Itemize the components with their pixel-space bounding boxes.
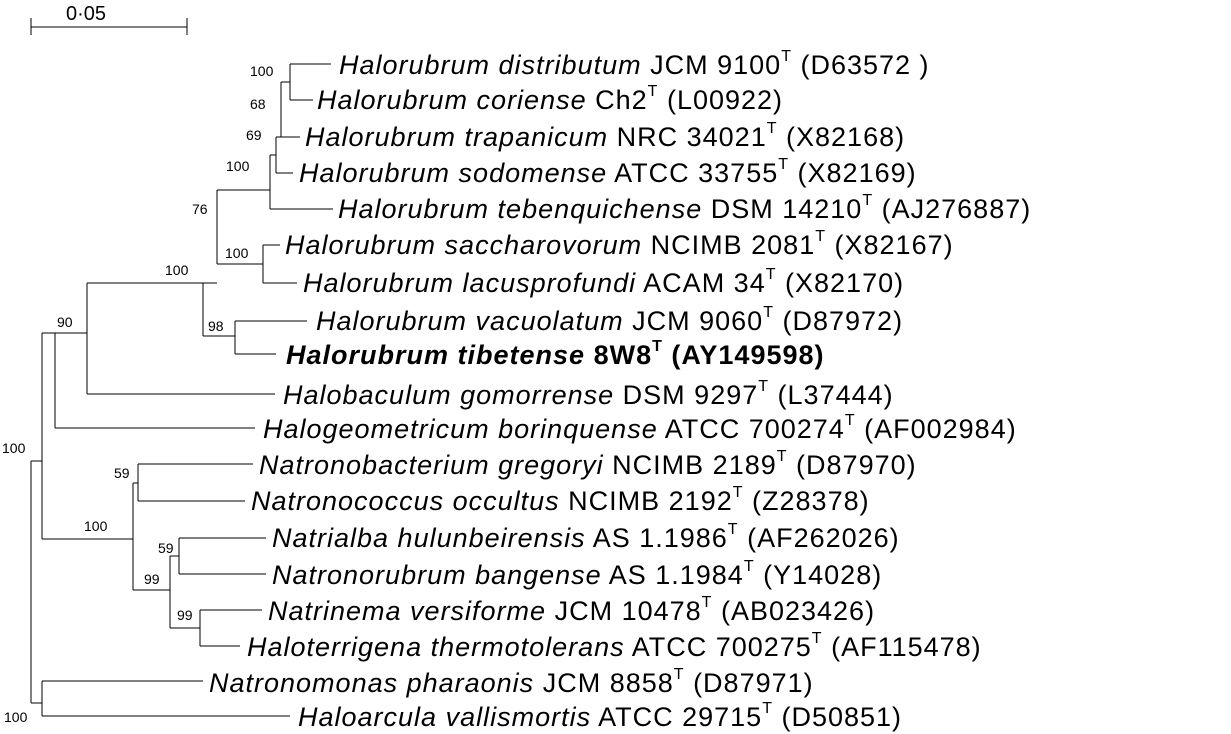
taxon-accession: (L37444) xyxy=(777,380,894,410)
type-strain-superscript: T xyxy=(732,484,744,501)
taxon-name: Halorubrum tibetense xyxy=(286,340,586,370)
taxon-name: Halogeometricum borinquense xyxy=(263,414,658,444)
taxon-name: Haloarcula vallismortis xyxy=(298,702,592,732)
taxon-label xyxy=(305,120,905,152)
bootstrap-value: 59 xyxy=(114,465,130,481)
taxon-name: Natronococcus occultus xyxy=(251,486,560,516)
bootstrap-value: 100 xyxy=(225,245,249,261)
bootstrap-value: 99 xyxy=(177,607,193,623)
bootstrap-value: 59 xyxy=(158,540,174,556)
taxon-strain: ATCC 29715 xyxy=(598,702,763,732)
bootstrap-value: 100 xyxy=(84,518,108,534)
taxon-strain: AS 1.1986 xyxy=(592,523,728,553)
bootstrap-value: 76 xyxy=(192,201,208,217)
type-strain-superscript: T xyxy=(727,521,739,538)
taxon-strain: JCM 8858 xyxy=(542,668,674,698)
taxon-accession: (Z28378) xyxy=(752,486,870,516)
taxon-name: Halorubrum vacuolatum xyxy=(316,306,624,336)
bootstrap-value: 90 xyxy=(57,314,73,330)
taxon-accession: (D87971) xyxy=(693,668,814,698)
type-strain-superscript: T xyxy=(763,304,774,321)
taxon-strain: ATCC 700275 xyxy=(631,632,812,662)
bootstrap-value: 98 xyxy=(208,318,224,334)
scale-bar xyxy=(31,3,187,35)
taxon-name: Halobaculum gomorrense xyxy=(283,380,615,410)
bootstrap-value: 69 xyxy=(246,127,262,143)
type-strain-superscript: T xyxy=(765,266,777,283)
type-strain-superscript: T xyxy=(815,228,826,245)
taxon-strain: DSM 9297 xyxy=(622,380,759,410)
type-strain-superscript: T xyxy=(811,630,823,647)
type-strain-superscript: T xyxy=(701,594,713,611)
taxon-label xyxy=(247,630,982,662)
taxon-label-highlighted xyxy=(286,338,825,370)
taxon-label xyxy=(251,484,870,516)
taxon-label xyxy=(272,521,900,553)
type-strain-superscript: T xyxy=(781,48,792,65)
taxon-strain: ACAM 34 xyxy=(643,268,766,298)
taxon-strain: NCIMB 2189 xyxy=(612,450,777,480)
taxon-accession: (D63572 ) xyxy=(800,50,930,80)
type-strain-superscript: T xyxy=(776,448,788,465)
taxon-label xyxy=(259,448,917,480)
taxon-strain: JCM 9060 xyxy=(632,306,764,336)
taxon-label xyxy=(299,156,917,188)
taxon-strain: JCM 9100 xyxy=(650,50,782,80)
type-strain-superscript: T xyxy=(673,666,685,683)
taxon-strain: 8W8 xyxy=(593,340,653,370)
taxon-name: Natrinema versiforme xyxy=(268,596,547,626)
taxon-label xyxy=(263,412,1017,444)
taxon-strain: ATCC 700274 xyxy=(664,414,845,444)
bootstrap-value: 100 xyxy=(165,262,189,278)
taxon-accession: (AB023426) xyxy=(720,596,876,626)
taxon-label xyxy=(298,700,902,732)
taxon-accession: (X82168) xyxy=(786,122,906,152)
type-strain-superscript: T xyxy=(844,412,856,429)
taxon-name: Halorubrum distributum xyxy=(339,50,642,80)
taxon-accession: (X82169) xyxy=(797,158,917,188)
taxon-name: Halorubrum coriense xyxy=(317,85,587,115)
taxon-name: Halorubrum trapanicum xyxy=(305,122,609,152)
taxon-accession: (AF262026) xyxy=(747,523,900,553)
taxon-label xyxy=(317,83,783,115)
taxon-name: Natronorubrum bangense xyxy=(272,560,602,590)
taxon-strain: NCIMB 2192 xyxy=(568,486,733,516)
taxon-label xyxy=(209,666,814,698)
type-strain-superscript: T xyxy=(766,120,778,137)
taxon-accession: (X82170) xyxy=(785,268,905,298)
taxon-accession: (D87970) xyxy=(796,450,917,480)
taxon-accession: (D87972) xyxy=(782,306,904,336)
scale-bar-label: 0·05 xyxy=(66,3,107,25)
taxon-label xyxy=(339,48,930,80)
bootstrap-value: 100 xyxy=(2,440,26,456)
taxon-strain: NCIMB 2081 xyxy=(650,230,816,260)
taxon-strain: Ch2 xyxy=(595,85,648,115)
taxon-accession: (AF115478) xyxy=(831,632,982,662)
taxon-accession: (D50851) xyxy=(781,702,903,732)
taxon-accession: (AJ276887) xyxy=(881,194,1032,224)
bootstrap-value: 100 xyxy=(226,158,250,174)
bootstrap-value: 68 xyxy=(250,96,266,112)
taxon-name: Natronomonas pharaonis xyxy=(209,668,535,698)
taxon-label xyxy=(283,378,894,410)
taxon-name: Haloterrigena thermotolerans xyxy=(247,632,625,662)
taxon-strain: JCM 10478 xyxy=(554,596,702,626)
taxon-name: Halorubrum tebenquichense xyxy=(338,194,703,224)
bootstrap-value: 100 xyxy=(4,709,28,725)
type-strain-superscript: T xyxy=(862,192,874,209)
taxon-label xyxy=(285,228,954,260)
taxon-accession: (X82167) xyxy=(834,230,954,260)
taxon-accession: (AF002984) xyxy=(864,414,1017,444)
taxon-accession: (Y14028) xyxy=(763,560,883,590)
taxon-strain: NRC 34021 xyxy=(616,122,767,152)
type-strain-superscript: T xyxy=(758,378,770,395)
taxon-label xyxy=(338,192,1031,224)
bootstrap-value: 100 xyxy=(250,63,274,79)
type-strain-superscript: T xyxy=(762,700,773,717)
bootstrap-value: 99 xyxy=(144,571,160,587)
taxon-name: Natrialba hulunbeirensis xyxy=(272,523,586,553)
type-strain-superscript: T xyxy=(778,156,790,173)
taxon-strain: DSM 14210 xyxy=(710,194,863,224)
taxon-name: Halorubrum sodomense xyxy=(299,158,608,188)
type-strain-superscript: T xyxy=(647,83,659,100)
taxon-accession: (L00922) xyxy=(666,85,784,115)
taxon-labels xyxy=(209,48,1031,732)
type-strain-superscript: T xyxy=(652,338,663,355)
taxon-name: Halorubrum lacusprofundi xyxy=(303,268,637,298)
taxon-label xyxy=(303,266,904,298)
taxon-label xyxy=(272,558,882,590)
taxon-name: Halorubrum saccharovorum xyxy=(285,230,643,260)
taxon-strain: AS 1.1984 xyxy=(608,560,744,590)
taxon-name: Natronobacterium gregoryi xyxy=(259,450,604,480)
taxon-label xyxy=(268,594,875,626)
taxon-accession: (AY149598) xyxy=(671,340,825,370)
type-strain-superscript: T xyxy=(743,558,755,575)
taxon-label xyxy=(316,304,903,336)
taxon-strain: ATCC 33755 xyxy=(614,158,779,188)
